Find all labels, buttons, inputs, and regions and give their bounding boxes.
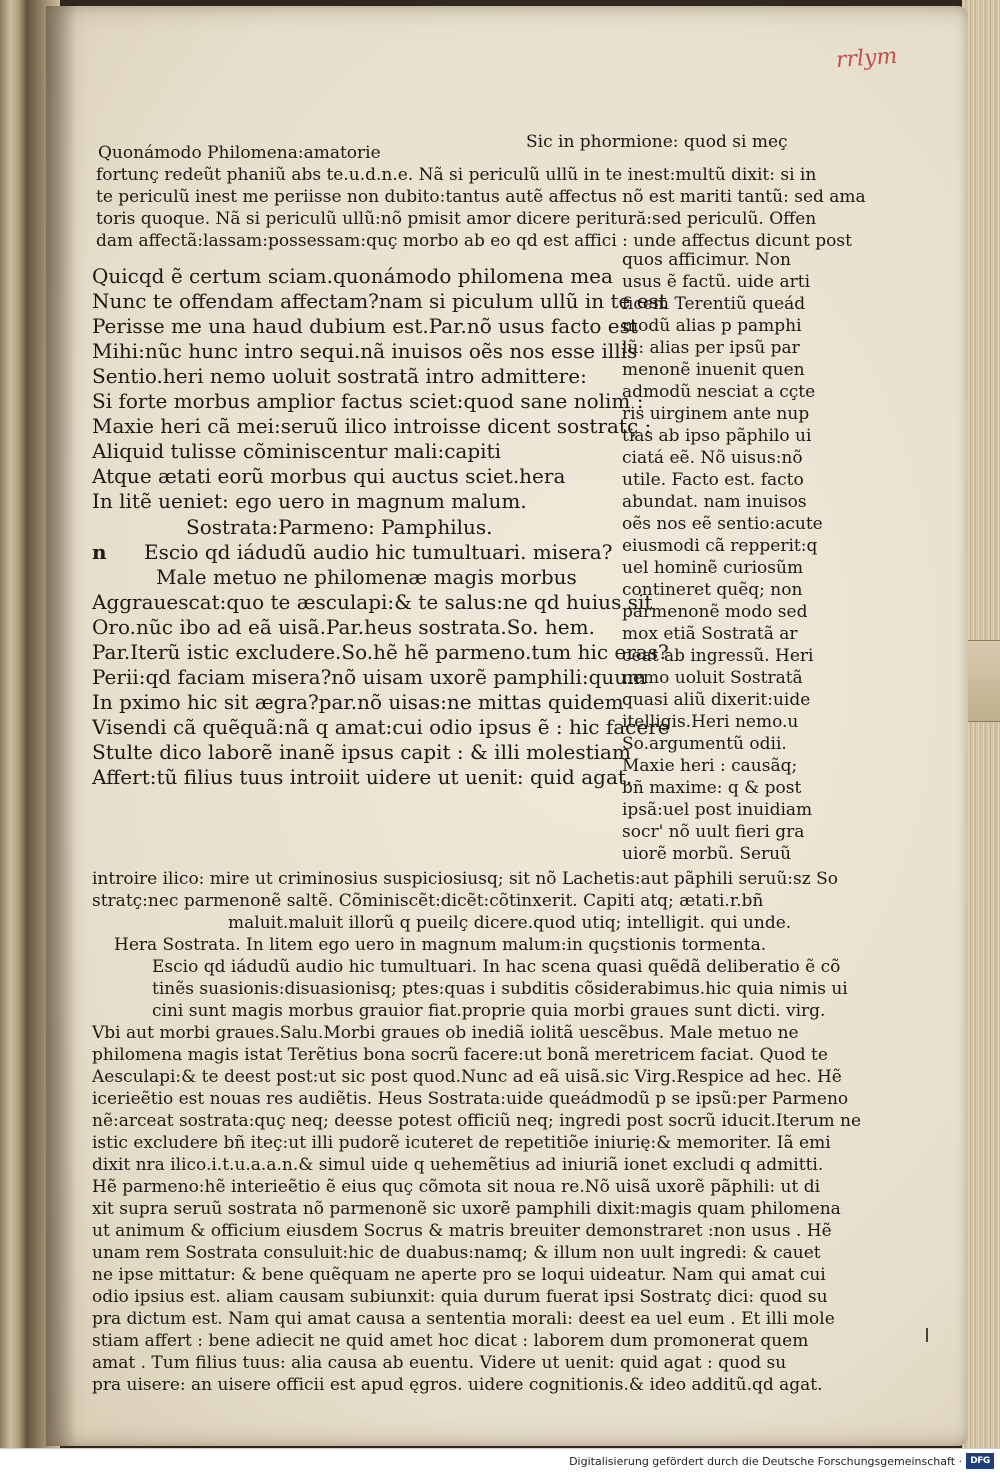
- verse-line: Maxie heri cã mei:seruũ ilico introisse dicent sostratç :: [92, 414, 652, 438]
- top-commentary-line: toris quoque. Nã si periculũ ullũ:nõ pmisit amor dicere peritură:sed periculũ. Offen: [96, 209, 817, 229]
- side-commentary-line: itelligis.Heri nemo.u: [622, 712, 799, 732]
- verse-line: In litẽ ueniet: ego uero in magnum malum.: [92, 489, 527, 513]
- bottom-commentary-line: stiam affert : bene adiecit ne quid amet hoc dicat : laborem dum promonerat quem: [92, 1331, 809, 1351]
- side-commentary-line: utile. Facto est. facto: [622, 470, 804, 490]
- top-lemma-left: Quonámodo Philomena:amatorie: [98, 143, 381, 163]
- verse-line: Mihi:nũc hunc intro sequi.nã inuisos oẽs nos esse illis: [92, 339, 638, 363]
- bottom-commentary-line: icerieẽtio est nouas res audiẽtis. Heus Sostrata:uide queádmodũ p se ipsũ:per Parmeno: [92, 1089, 849, 1109]
- bottom-commentary-line: cini sunt magis morbus grauior fiat.proprie quia morbi graues sunt dicti. virg.: [152, 1001, 826, 1021]
- top-commentary-line: dam affectã:lassam:possessam:quç morbo ab eo qd est affici : unde affectus dicunt post: [96, 231, 852, 251]
- bottom-commentary-line: Hera Sostrata. In litem ego uero in magnum malum:in quçstionis tormenta.: [114, 935, 767, 955]
- verse-line: Si forte morbus amplior factus sciet:quod sane nolim :: [92, 389, 644, 413]
- verse-line: Nunc te offendam affectam?nam si piculum ullũ in te est: [92, 289, 667, 313]
- bottom-commentary-line: nẽ:arceat sostrata:quç neq; deesse potest officiũ neq; ingredi post socrũ iducit.Iterum ne: [92, 1111, 862, 1131]
- bottom-commentary-line: stratç:nec parmenonẽ saltẽ. Cõminiscẽt:dicẽt:cõtinxerit. Capiti atq; ætati.r.bñ: [92, 891, 764, 911]
- verse-line: Atque ætati eorũ morbus qui auctus sciet.hera: [92, 464, 566, 488]
- top-commentary-line: fortunç redeũt phaniũ abs te.u.d.n.e. Nã si periculũ ullũ in te inest:multũ dixit: si in: [96, 165, 817, 185]
- bottom-commentary-line: introire ilico: mire ut criminosius suspiciosiusq; sit nõ Lachetis:aut pãphili seruũ:sz So: [92, 869, 838, 889]
- side-commentary-line: bñ maxime: q & post: [622, 778, 802, 798]
- side-commentary-line: ficem Terentiũ queád: [622, 294, 806, 314]
- verse-line: Perisse me una haud dubium est.Par.nõ usus facto est: [92, 314, 638, 338]
- scene-line: Visendi cã quẽquã:nã q amat:cui odio ipsus ẽ : hic facere: [92, 715, 670, 739]
- scene-line: Escio qd iádudũ audio hic tumultuari. misera?: [144, 540, 613, 564]
- dfg-logo: DFG: [966, 1453, 994, 1469]
- digitization-footer: [0, 1448, 1000, 1474]
- scene-line: Male metuo ne philomenæ magis morbus: [156, 565, 577, 589]
- scene-line: In pximo hic sit ægra?par.nõ uisas:ne mittas quidem: [92, 690, 624, 714]
- bottom-commentary-line: maluit.maluit illorũ q pueilç dicere.quod utiq; intelligit. qui unde.: [228, 913, 792, 933]
- bottom-commentary-line: Hẽ parmeno:hẽ interieẽtio ẽ eius quç cõmota sit noua re.Nõ uisã uxorẽ pãphili: ut di: [92, 1177, 821, 1197]
- side-commentary-line: tias ab ipso pãphilo ui: [622, 426, 812, 446]
- side-commentary-line: abundat. nam inuisos: [622, 492, 807, 512]
- top-commentary-line: te periculũ inest me periisse non dubito:tantus autẽ affectus nõ est mariti tantũ: sed ama: [96, 187, 866, 207]
- side-commentary-line: socr' nõ uult fieri gra: [622, 822, 805, 842]
- side-commentary-line: mox etiã Sostratã ar: [622, 624, 798, 644]
- side-commentary-line: quos afficimur. Non: [622, 250, 791, 270]
- side-commentary-line: contineret quẽq; non: [622, 580, 803, 600]
- scene-line: Perii:qd faciam misera?nõ uisam uxorẽ pamphili:quum: [92, 665, 647, 689]
- bottom-commentary-line: dixit nra ilico.i.t.u.a.a.n.& simul uide q uehemẽtius ad iniuriã ionet excludi q admitti.: [92, 1155, 824, 1175]
- bottom-commentary-line: Aesculapi:& te deest post:ut sic post quod.Nunc ad eã uisã.sic Virg.Respice ad hec. Hẽ: [92, 1067, 842, 1087]
- book-left-edge: [0, 0, 26, 1448]
- bottom-commentary-line: tinẽs suasionis:disuasionisq; ptes:quas i subditis cõsiderabimus.hic quia nimis ui: [152, 979, 848, 999]
- manuscript-note: rrlym: [835, 43, 899, 74]
- guide-letter: n: [92, 540, 107, 564]
- footer-credit: Digitalisierung gefördert durch die Deutsche Forschungsgemeinschaft ·: [569, 1455, 962, 1468]
- bottom-commentary-line: Escio qd iádudũ audio hic tumultuari. In hac scena quasi quẽdã deliberatio ẽ cõ: [152, 957, 841, 977]
- bottom-commentary-line: pra uisere: an uisere officii est apud ęgros. uidere cognitionis.& ideo additũ.qd agat.: [92, 1375, 823, 1395]
- scene-line: Affert:tũ filius tuus introiit uidere ut uenit: quid agat.: [92, 765, 633, 789]
- side-commentary-line: nemo uoluit Sostratã: [622, 668, 803, 688]
- bottom-commentary-line: amat . Tum filius tuus: alia causa ab euentu. Videre ut uenit: quid agat : quod su: [92, 1353, 787, 1373]
- top-lemma-right: Sic in phormione: quod si meç: [526, 132, 788, 152]
- scene-line: Oro.nũc ibo ad eã uisã.Par.heus sostrata.So. hem.: [92, 615, 595, 639]
- bottom-commentary-line: ut animum & officium eiusdem Socrus & matris breuiter demonstraret :non usus . Hẽ: [92, 1221, 832, 1241]
- bottom-commentary-line: pra dictum est. Nam qui amat causa a sententia morali: deest ea uel eum . Et illi mole: [92, 1309, 835, 1329]
- verse-line: Quicqd ẽ certum sciam.quonámodo philomena mea: [92, 264, 613, 288]
- page-mark: [926, 1328, 928, 1342]
- scene-heading: Sostrata:Parmeno: Pamphilus.: [186, 515, 493, 539]
- side-commentary-line: menonẽ inuenit quen: [622, 360, 805, 380]
- bottom-commentary-line: xit supra seruũ sostrata nõ parmenonẽ sic uxorẽ pamphili dixit:magis quam philomena: [92, 1199, 841, 1219]
- side-commentary-line: admodũ nesciat a cçte: [622, 382, 816, 402]
- bottom-commentary-line: philomena magis istat Terẽtius bona socrũ facere:ut bonã meretricem faciat. Quod te: [92, 1045, 828, 1065]
- side-commentary-line: So.argumentũ odii.: [622, 734, 787, 754]
- side-commentary-line: parmenonẽ modo sed: [622, 602, 808, 622]
- bottom-commentary-line: odio ipsius est. aliam causam subiunxit: quia durum fuerat ipsi Sostratç dici: quod su: [92, 1287, 828, 1307]
- scene-line: Stulte dico laborẽ inanẽ ipsus capit : & illi molestiam: [92, 740, 631, 764]
- bottom-commentary-line: Vbi aut morbi graues.Salu.Morbi graues ob inediã iolitã uescẽbus. Male metuo ne: [92, 1023, 799, 1043]
- bottom-commentary-line: unam rem Sostrata consuluit:hic de duabus:namq; & illum non uult ingredi: & cauet: [92, 1243, 821, 1263]
- scene-line: Aggrauescat:quo te æsculapi:& te salus:ne qd huius sit: [92, 590, 653, 614]
- side-commentary-line: quasi aliũ dixerit:uide: [622, 690, 811, 710]
- side-commentary-line: ciatá eẽ. Nõ uisus:nõ: [622, 448, 803, 468]
- side-commentary-line: ipsã:uel post inuidiam: [622, 800, 813, 820]
- gutter-shadow: [46, 6, 76, 1446]
- side-commentary-line: ris uirginem ante nup: [622, 404, 810, 424]
- side-commentary-line: modũ alias p pamphi: [622, 316, 802, 336]
- scene-line: Par.Iterũ istic excludere.So.hẽ hẽ parmeno.tum hic eras?: [92, 640, 669, 664]
- side-commentary-line: lũ: alias per ipsũ par: [622, 338, 800, 358]
- side-commentary-line: usus ẽ factũ. uide arti: [622, 272, 811, 292]
- side-commentary-line: uel hominẽ curiosũm: [622, 558, 804, 578]
- side-commentary-line: eiusmodi cã repperit:q: [622, 536, 818, 556]
- verse-line: Aliquid tulisse cõminiscentur mali:capiti: [92, 439, 501, 463]
- bottom-commentary-line: istic excludere bñ iteç:ut illi pudorẽ icuteret de repetitiõe iniurię:& memoriter. Iã emi: [92, 1133, 831, 1153]
- side-commentary-line: ceat ab ingressũ. Heri: [622, 646, 814, 666]
- verse-line: Sentio.heri nemo uoluit sostratã intro admittere:: [92, 364, 587, 388]
- side-commentary-line: uiorẽ morbũ. Seruũ: [622, 844, 792, 864]
- side-commentary-line: Maxie heri : causãq;: [622, 756, 798, 776]
- side-commentary-line: oẽs nos eẽ sentio:acute: [622, 514, 823, 534]
- bottom-commentary-line: ne ipse mittatur: & bene quẽquam ne aperte pro se loqui uideatur. Nam qui amat cui: [92, 1265, 826, 1285]
